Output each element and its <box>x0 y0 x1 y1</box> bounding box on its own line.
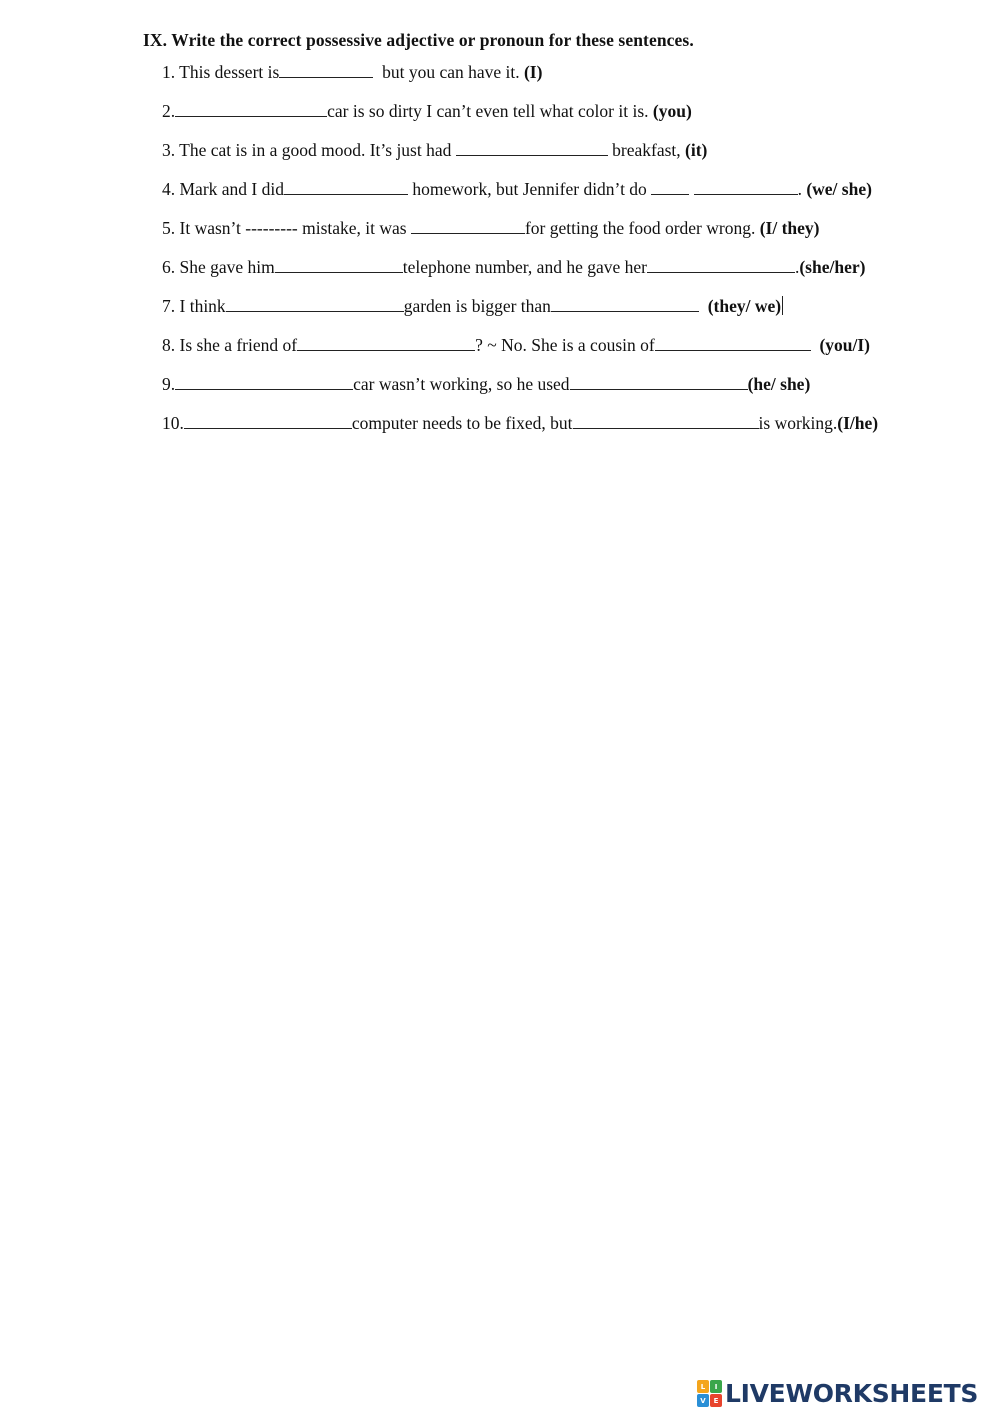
item-text: computer needs to be fixed, but <box>351 413 573 433</box>
item-hint: (I) <box>523 62 543 82</box>
item-text: 5. It wasn’t --------- mistake, it was <box>162 218 411 238</box>
answer-blank[interactable] <box>279 61 373 78</box>
answer-blank[interactable] <box>184 412 352 429</box>
exercise-item-7 <box>162 295 783 317</box>
answer-blank[interactable] <box>456 139 608 156</box>
exercise-item-5 <box>162 217 820 239</box>
item-text: garden is bigger than <box>403 296 551 316</box>
exercise-item-10 <box>162 412 878 434</box>
liveworksheets-logo[interactable] <box>697 1378 978 1408</box>
exercise-item-9 <box>162 373 810 395</box>
answer-blank[interactable] <box>297 334 475 351</box>
item-text: is working. <box>758 413 838 433</box>
item-text <box>699 295 708 317</box>
item-hint: (she/her) <box>799 257 866 277</box>
item-text: 1. This dessert is <box>162 62 280 82</box>
item-text: homework, but Jennifer didn’t do <box>408 179 652 199</box>
exercise-heading: IX. Write the correct possessive adjective or pronoun for these sentences. <box>143 30 694 50</box>
item-hint: (we/ she) <box>806 179 872 199</box>
item-hint: (it) <box>685 140 708 160</box>
exercise-item-8 <box>162 334 870 356</box>
exercise-item-4 <box>162 178 872 200</box>
item-text: . <box>794 257 800 277</box>
item-text: 8. Is she a friend of <box>162 335 298 355</box>
item-text: 10. <box>162 413 184 433</box>
item-text: car is so dirty I can’t even tell what color it is. <box>327 101 653 121</box>
item-text <box>811 334 820 356</box>
answer-blank[interactable] <box>411 217 525 234</box>
answer-blank[interactable] <box>573 412 759 429</box>
answer-blank[interactable] <box>226 295 404 312</box>
mark-tile: E <box>710 1394 722 1407</box>
answer-blank[interactable] <box>275 256 403 273</box>
item-text: car wasn’t working, so he used <box>353 374 570 394</box>
text-cursor <box>782 296 783 315</box>
item-hint: (I/he) <box>837 413 879 433</box>
answer-blank[interactable] <box>651 178 689 195</box>
exercise-item-2 <box>162 100 692 122</box>
exercise-item-6 <box>162 256 865 278</box>
answer-blank[interactable] <box>655 334 811 351</box>
item-text: 3. The cat is in a good mood. It’s just had <box>162 140 456 160</box>
item-text: breakfast, <box>607 140 686 160</box>
answer-blank[interactable] <box>694 178 798 195</box>
item-text: telephone number, and he gave her <box>402 257 647 277</box>
item-text: 6. She gave him <box>162 257 275 277</box>
item-hint: (you/I) <box>819 335 871 355</box>
item-text: for getting the food order wrong. <box>524 218 760 238</box>
item-hint: (I/ they) <box>759 218 820 238</box>
logo-text: LIVEWORKSHEETS <box>725 1378 979 1408</box>
exercise-item-3 <box>162 139 707 161</box>
item-hint: (you) <box>652 101 692 121</box>
answer-blank[interactable] <box>175 100 327 117</box>
mark-tile: L <box>697 1380 709 1393</box>
item-text: but you can have it. <box>373 62 524 82</box>
answer-blank[interactable] <box>284 178 408 195</box>
item-text: ? ~ No. She is a cousin of <box>475 335 655 355</box>
item-hint: (he/ she) <box>747 374 811 394</box>
mark-tile: I <box>710 1380 722 1393</box>
item-text: 9. <box>162 374 176 394</box>
liveworksheets-mark-icon <box>697 1380 721 1406</box>
mark-tile: V <box>697 1394 709 1407</box>
item-text: 2. <box>162 101 176 121</box>
item-text: . <box>797 179 807 199</box>
item-text: 7. I think <box>162 296 226 316</box>
answer-blank[interactable] <box>570 373 748 390</box>
item-hint: (they/ we) <box>707 296 782 316</box>
item-text: 4. Mark and I did <box>162 179 284 199</box>
exercise-item-1 <box>162 61 542 83</box>
answer-blank[interactable] <box>551 295 699 312</box>
answer-blank[interactable] <box>647 256 795 273</box>
answer-blank[interactable] <box>175 373 353 390</box>
